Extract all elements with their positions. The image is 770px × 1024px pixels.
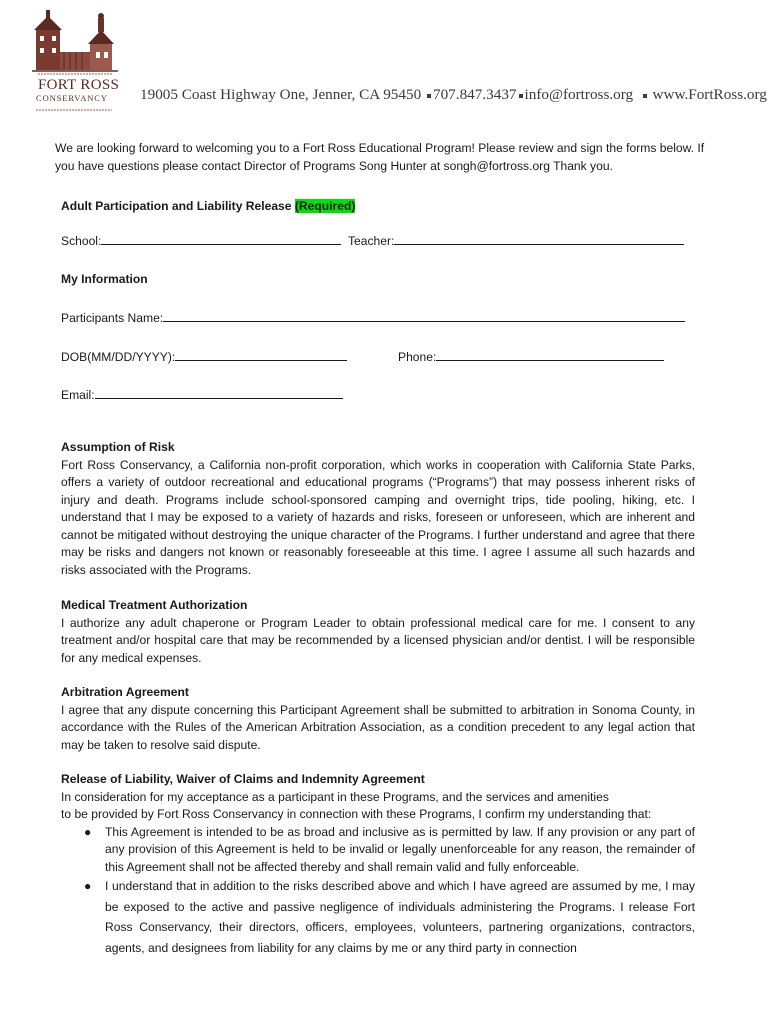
school-input-line[interactable] [101, 233, 341, 245]
assumption-title: Assumption of Risk [61, 440, 175, 454]
website-link[interactable]: www.FortRoss.org [652, 86, 767, 103]
participant-name-field[interactable] [61, 310, 685, 325]
separator-square [519, 94, 523, 98]
bullet-text: This Agreement is intended to be as broad and inclusive as is permitted by law. If any provision or any part of any provision of this Agreement is held to be invalid or legally unenforceable for any reason, the remainder of this Agreement shall not be affected thereby and shall remain valid and fully enforceable. [105, 824, 695, 874]
dob-field[interactable] [61, 349, 347, 364]
phone-label: Phone: [398, 350, 437, 364]
phone-number: 707.847.3437 [432, 86, 517, 103]
release-title: Adult Participation and Liability Release [61, 199, 292, 213]
assumption-text: Fort Ross Conservancy, a California non-profit corporation, which works in cooperation with California State Parks, offers a variety of outdoor recreational and educational programs (“Programs”) that may possess inherent risks of injury and death. Programs include school-sponsored camping and overnight trips, tide pooling, hiking, etc. I understand that I may be exposed to a variety of hazards and risks, foreseen or unforeseen, which are inherent and cannot be mitigated without destroying the unique character of the Programs. I further understand and agree that there may be risks and dangers not known or reasonably foreseeable at this time. I agree I assume all such hazards and risks associated with the Programs. [61, 457, 695, 577]
my-information-heading: My Information [61, 272, 148, 286]
bullet-icon: ● [84, 879, 92, 893]
decorative-rule [30, 106, 120, 116]
address: 19005 Coast Highway One, Jenner, CA 95450 [140, 86, 422, 103]
list-item [61, 824, 695, 877]
email-address[interactable]: info@fortross.org [524, 86, 634, 103]
medical-title: Medical Treatment Authorization [61, 598, 248, 612]
school-label: School: [61, 234, 102, 248]
participant-name-input-line[interactable] [163, 310, 685, 322]
phone-field[interactable] [398, 349, 664, 364]
liability-section [61, 771, 695, 958]
bullet-text: I understand that in addition to the risks described above and which I have agreed are assumed by me, I may be exposed to the active and passive negligence of individuals administering the Programs. I release Fort Ross Conservancy, their directors, officers, employees, volunteers, partnering organizations, contractors, agents, and designees from liability for any claims by me or any third party in connection [105, 879, 695, 955]
arbitration-title: Arbitration Agreement [61, 685, 189, 699]
liability-intro-line1: In consideration for my acceptance as a participant in these Programs, and the services and amenities [61, 789, 609, 804]
fort-building-icon [30, 8, 120, 78]
participant-name-label: Participants Name: [61, 311, 164, 325]
contact-line [140, 86, 767, 104]
release-heading [61, 199, 355, 213]
teacher-input-line[interactable] [394, 233, 684, 245]
medical-text: I authorize any adult chaperone or Program Leader to obtain professional medical care for me. I consent to any treatment and/or hospital care that may be recommended by a licensed physician and/or dentist. I will be responsible for any medical expenses. [61, 615, 695, 665]
medical-section [61, 597, 695, 667]
teacher-field[interactable] [348, 233, 684, 248]
logo-title: FORT ROSS [38, 77, 120, 93]
liability-title: Release of Liability, Waiver of Claims and Indemnity Agreement [61, 772, 425, 786]
bullet-icon: ● [84, 824, 92, 839]
email-field[interactable] [61, 387, 343, 402]
list-item [61, 876, 695, 958]
separator-square [427, 94, 431, 98]
liability-bullets [61, 824, 695, 959]
teacher-label: Teacher: [348, 234, 395, 248]
school-field[interactable] [61, 233, 341, 248]
required-badge: (Required) [294, 199, 356, 213]
logo-subtitle: CONSERVANCY [36, 93, 108, 103]
liability-intro-line2: to be provided by Fort Ross Conservancy in connection with these Programs, I confirm my understanding that: [61, 807, 652, 821]
separator-square [643, 94, 647, 98]
dob-label: DOB(MM/DD/YYYY): [61, 350, 176, 364]
arbitration-section [61, 684, 695, 754]
dob-input-line[interactable] [175, 349, 347, 361]
assumption-of-risk-section [61, 439, 695, 579]
intro-paragraph: We are looking forward to welcoming you to a Fort Ross Educational Program! Please review and sign the forms below. If you have questions please contact Director of Programs Song Hunter at songh@fortross.org Thank you. [55, 141, 705, 173]
email-input-line[interactable] [95, 387, 343, 399]
email-label: Email: [61, 388, 95, 402]
arbitration-text: I agree that any dispute concerning this Participant Agreement shall be submitted to arbitration in Sonoma County, in accordance with the Rules of the American Arbitration Association, as a condition precedent to any legal action that may be taken to resolve said dispute. [61, 702, 695, 752]
phone-input-line[interactable] [436, 349, 664, 361]
